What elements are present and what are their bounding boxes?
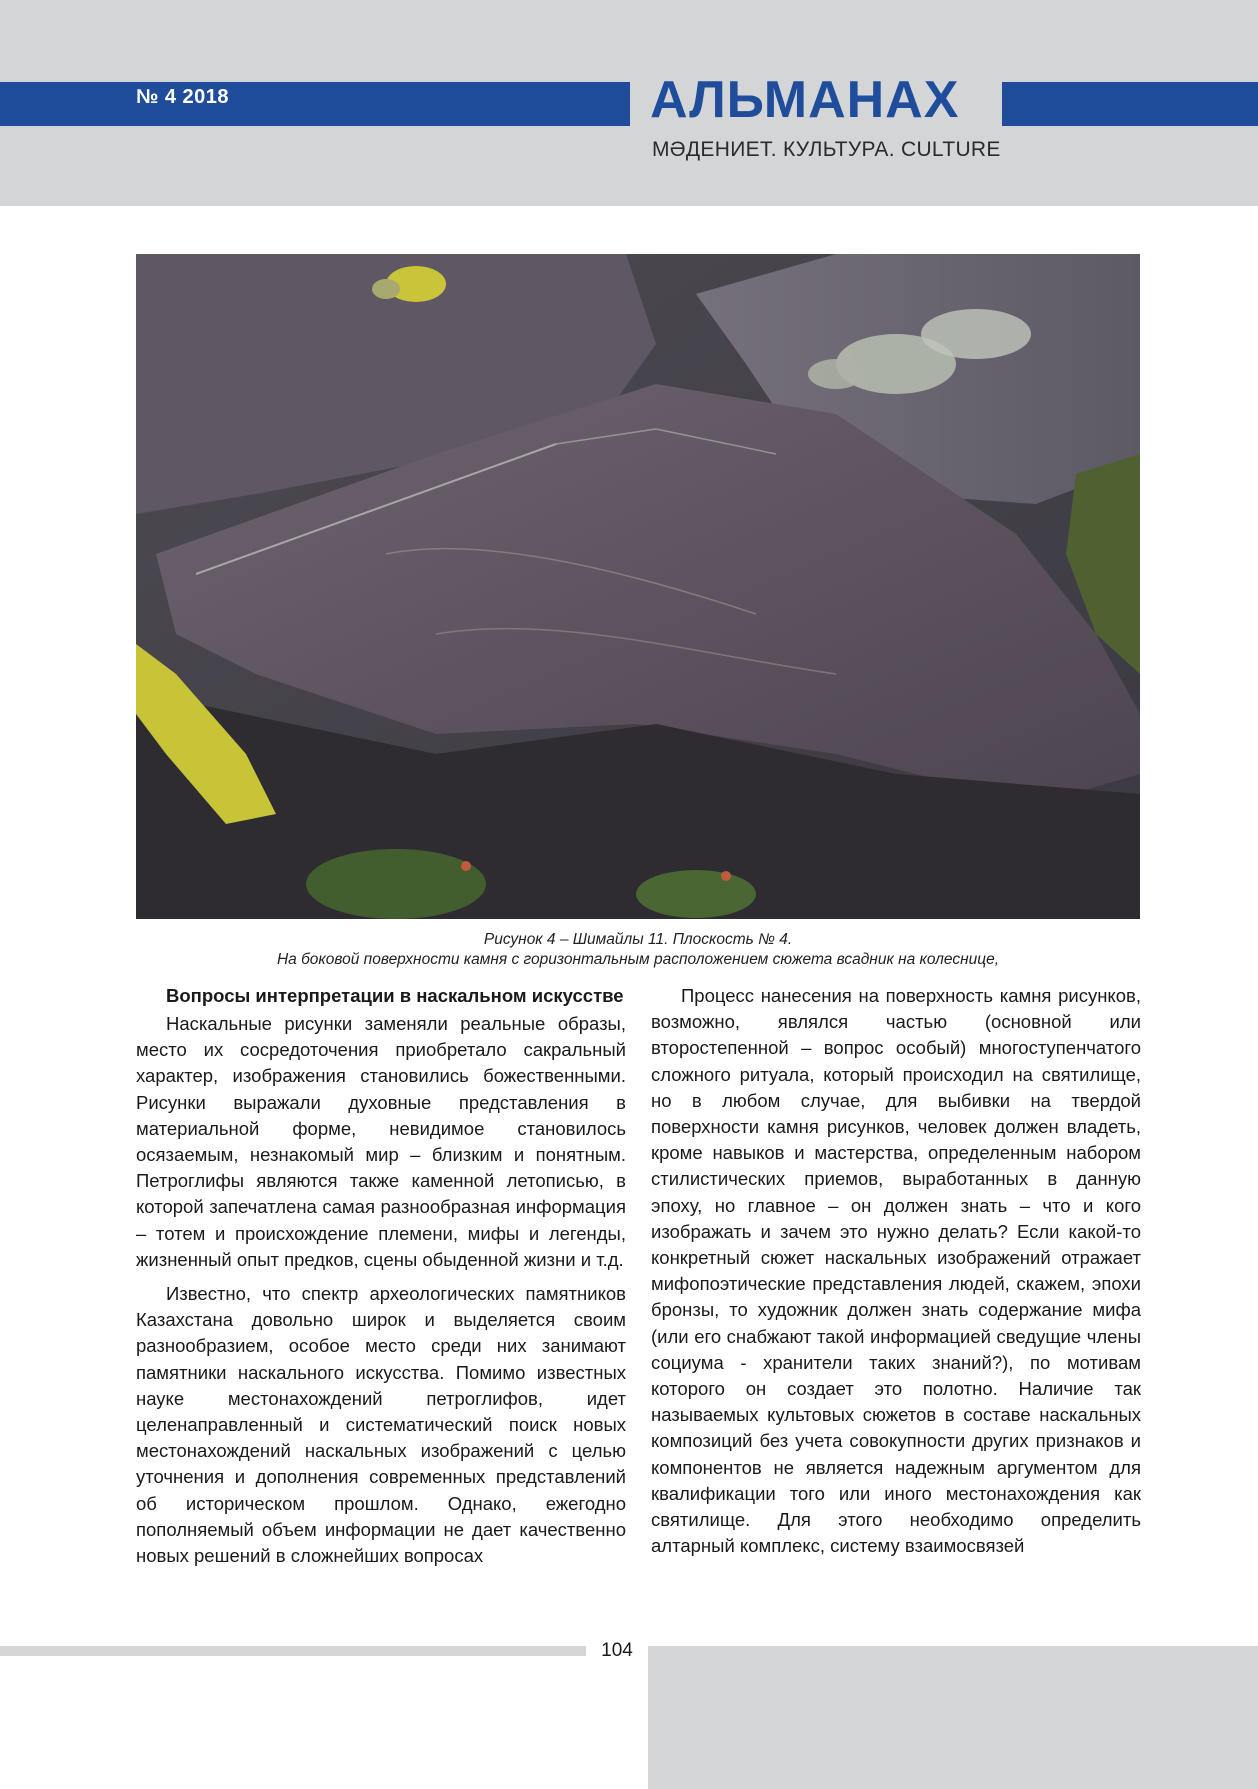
journal-subtitle: МӘДЕНИЕТ. КУЛЬТУРА. CULTURE: [652, 138, 1001, 161]
issue-number: № 4 2018: [136, 86, 230, 108]
figure-caption: [136, 930, 1140, 970]
paragraph: Процесс нанесения на поверхность камня рисунков, возможно, являлся частью (основной или второстепенной – вопрос особый) многоступенчатого сложного ритуала, который происходил на святилище, но в любом случае, для выбивки на твердой поверхности камня рисунков, человек должен владеть, кроме навыков и мастерства, определенным набором стилистических приемов, выработанных в данную эпоху, но главное – он должен знать – что и кого изображать и зачем это нужно делать? Если какой-то конкретный сюжет наскальных изображений отражает мифопоэтические представления людей, скажем, эпохи бронзы, то художник должен знать содержание мифа (или его снабжают такой информацией сведущие члены социума - хранители таких знаний?), по мотивам которого он создает это полотно. Наличие так называемых культовых сюжетов в составе наскальных композиций без учета совокупности других признаков и компонентов не является надежным аргументом для квалификации того или иного местонахождения как святилище. Для этого необходимо определить алтарный комплекс, систему взаимосвязей: [651, 985, 1141, 1557]
header-bar-left: [0, 82, 630, 126]
paragraph: Наскальные рисунки заменяли реальные образы, место их сосредоточения приобретало сакральный характер, изображения становились божественными. Рисунки выражали духовные представления в материальной форме, невидимое становилось осязаемым, незнакомый мир – близким и понятным. Петроглифы являются также каменной летописью, в которой запечатлена самая разнообразная информация – тотем и происхождение племени, мифы и легенды, жизненный опыт предков, сцены обыденной жизни и т.д.: [136, 1013, 626, 1270]
caption-line-2: На боковой поверхности камня с горизонтальным расположением сюжета всадник на колеснице,: [276, 951, 1000, 968]
rock-art-photo: [136, 254, 1140, 919]
right-column: [651, 983, 1141, 1559]
left-column: [136, 983, 626, 1569]
caption-line-1: Рисунок 4 – Шимайлы 11. Плоскость № 4.: [483, 931, 793, 948]
footer-line: [0, 1646, 586, 1656]
header-bar-right: [1002, 82, 1258, 126]
page-number: 104: [601, 1640, 633, 1661]
journal-title: АЛЬМАНАХ: [650, 71, 960, 129]
footer-block: [648, 1646, 1258, 1789]
section-heading: Вопросы интерпретации в наскальном искусстве: [166, 985, 624, 1006]
paragraph: Известно, что спектр археологических памятников Казахстана довольно широк и выделяется своим разнообразием, особое место среди них занимают памятники наскального искусства. Помимо известных науке местонахождений петроглифов, идет целенаправленный и систематический поиск новых местонахождений наскальных изображений с целью уточнения и дополнения современных представлений об историческом прошлом. Однако, ежегодно пополняемый объем информации не дает качественно новых решений в сложнейших вопросах: [136, 1283, 626, 1567]
